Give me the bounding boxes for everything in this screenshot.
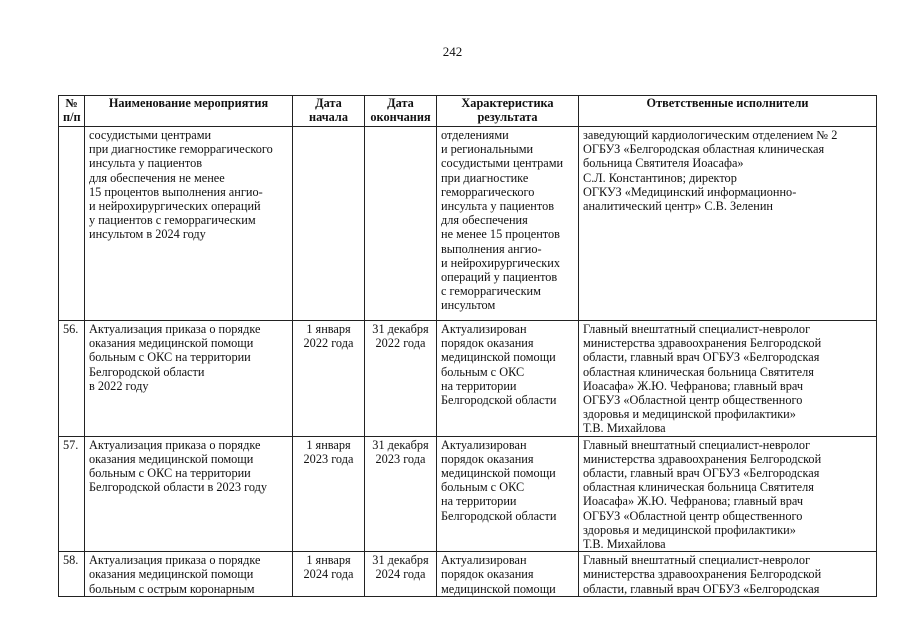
row-result: Актуализирован порядок оказания медицинской помощи больным с ОКС на территории Белгородской области (437, 436, 579, 552)
table-row (59, 321, 877, 437)
row-num: 58. (59, 552, 85, 597)
row-num: 56. (59, 321, 85, 437)
table-row (59, 436, 877, 552)
header-start: Дата начала (293, 96, 365, 127)
row-responsible: Главный внештатный специалист-невролог министерства здравоохранения Белгородской области, главный врач ОГБУЗ «Белгородская областная клиническая больница Святителя Иоасафа» Ж.Ю. Чефранова; главный врач ОГБУЗ «Областной центр общественного здоровья и медицинской профилактики» Т.В. Михайлова (579, 321, 877, 437)
page-number: 242 (442, 44, 463, 59)
header-end: Дата окончания (365, 96, 437, 127)
row-end-date (365, 127, 437, 321)
header-num: № п/п (59, 96, 85, 127)
row-result: Актуализирован порядок оказания медицинской помощи (437, 552, 579, 597)
row-responsible: Главный внештатный специалист-невролог министерства здравоохранения Белгородской области, главный врач ОГБУЗ «Белгородская областная клиническая больница Святителя Иоасафа» Ж.Ю. Чефранова; главный врач ОГБУЗ «Областной центр общественного здоровья и медицинской профилактики» Т.В. Михайлова (579, 436, 877, 552)
activities-table (58, 95, 877, 597)
row-name: Актуализация приказа о порядке оказания медицинской помощи больным с ОКС на территории Белгородской области в 2022 году (85, 321, 293, 437)
row-num: 57. (59, 436, 85, 552)
header-name: Наименование мероприятия (85, 96, 293, 127)
table-row (59, 552, 877, 597)
row-num (59, 127, 85, 321)
row-name: Актуализация приказа о порядке оказания медицинской помощи больным с ОКС на территории Белгородской области в 2023 году (85, 436, 293, 552)
row-responsible: Главный внештатный специалист-невролог министерства здравоохранения Белгородской области, главный врач ОГБУЗ «Белгородская (579, 552, 877, 597)
row-result: отделениями и региональными сосудистыми центрами при диагностике геморрагического инсульта у пациентов для обеспечения не менее 15 процентов выполнения ангио- и нейрохирургических операций у пациентов с геморрагическим инсультом (437, 127, 579, 321)
row-end-date: 31 декабря 2023 года (365, 436, 437, 552)
row-result: Актуализирован порядок оказания медицинской помощи больным с ОКС на территории Белгородской области (437, 321, 579, 437)
row-start-date (293, 127, 365, 321)
row-start-date: 1 января 2023 года (293, 436, 365, 552)
row-responsible: заведующий кардиологическим отделением № 2 ОГБУЗ «Белгородская областная клиническая больница Святителя Иоасафа» С.Л. Константинов; директор ОГКУЗ «Медицинский информационно- аналитический центр» С.В. Зеленин (579, 127, 877, 321)
table-header-row (59, 96, 877, 127)
row-start-date: 1 января 2022 года (293, 321, 365, 437)
row-name: сосудистыми центрами при диагностике геморрагического инсульта у пациентов для обеспечения не менее 15 процентов выполнения ангио- и нейрохирургических операций у пациентов с геморрагическим инсультом в 2024 году (85, 127, 293, 321)
header-result: Характеристика результата (437, 96, 579, 127)
row-end-date: 31 декабря 2022 года (365, 321, 437, 437)
row-end-date: 31 декабря 2024 года (365, 552, 437, 597)
header-responsible: Ответственные исполнители (579, 96, 877, 127)
row-start-date: 1 января 2024 года (293, 552, 365, 597)
row-name: Актуализация приказа о порядке оказания медицинской помощи больным с острым коронарным (85, 552, 293, 597)
table-row (59, 127, 877, 321)
